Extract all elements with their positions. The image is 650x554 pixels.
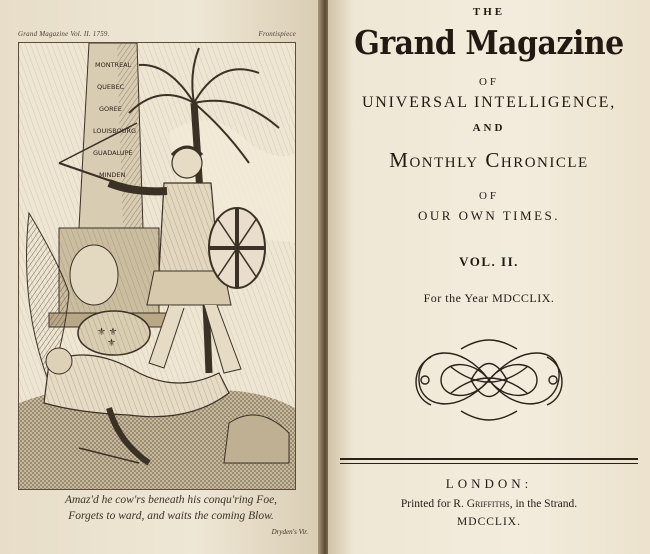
rule-thin — [340, 463, 638, 464]
imprint-place: , in the Strand. — [509, 498, 578, 510]
union-shield — [209, 208, 265, 288]
obelisk-text: QUEBEC — [97, 83, 125, 91]
year-line: For the Year MDCCLIX. — [423, 291, 555, 305]
obelisk-text: GOREE — [99, 105, 122, 113]
title-the: THE — [472, 6, 506, 18]
rule-thick — [340, 458, 638, 460]
imprint-printer-line — [328, 498, 650, 510]
plate-caption — [18, 30, 304, 42]
subtitle-own-times: OUR OWN TIMES. — [417, 208, 560, 223]
imprint-printer-name: Griffiths — [466, 498, 510, 510]
main-title: Grand Magazine — [354, 24, 624, 63]
frontispiece-page — [0, 0, 322, 554]
verse-line: Forgets to ward, and waits the coming Blow. — [68, 510, 274, 522]
subtitle-monthly: Monthly Chronicle — [389, 148, 589, 172]
plate-caption-left: Grand Magazine Vol. II. 1759. — [18, 30, 110, 38]
svg-text:⚜: ⚜ — [107, 338, 116, 349]
imprint-date: MDCCLIX. — [457, 516, 521, 528]
svg-text:⚜ ⚜: ⚜ ⚜ — [97, 327, 118, 338]
imprint-printed-for: Printed for R. — [400, 498, 464, 510]
obelisk-text: GUADALUPE — [93, 149, 133, 157]
verse-attribution: Dryden's Vir. — [271, 528, 308, 536]
plate-caption-right: Frontispiece — [258, 30, 296, 38]
obelisk-text: MINDEN — [99, 171, 126, 179]
title-of: OF — [478, 76, 500, 88]
obelisk-text: LOUISBOURG — [93, 127, 137, 135]
title-page — [328, 0, 650, 554]
imprint-city: LONDON: — [445, 476, 533, 491]
subtitle-universal: UNIVERSAL INTELLIGENCE, — [361, 94, 617, 111]
engraving-illustration — [19, 43, 295, 489]
monogram-cipher — [401, 337, 577, 423]
volume-number: VOL. II. — [459, 254, 519, 269]
title-and: AND — [472, 122, 506, 134]
title-of: OF — [478, 190, 500, 202]
frontispiece-engraving — [18, 42, 296, 490]
fleur-de-lis-shield — [78, 311, 150, 355]
verse-line: Amaz'd he cow'rs beneath his conqu'ring Foe, — [64, 494, 278, 506]
obelisk-text: MONTREAL — [95, 61, 132, 69]
